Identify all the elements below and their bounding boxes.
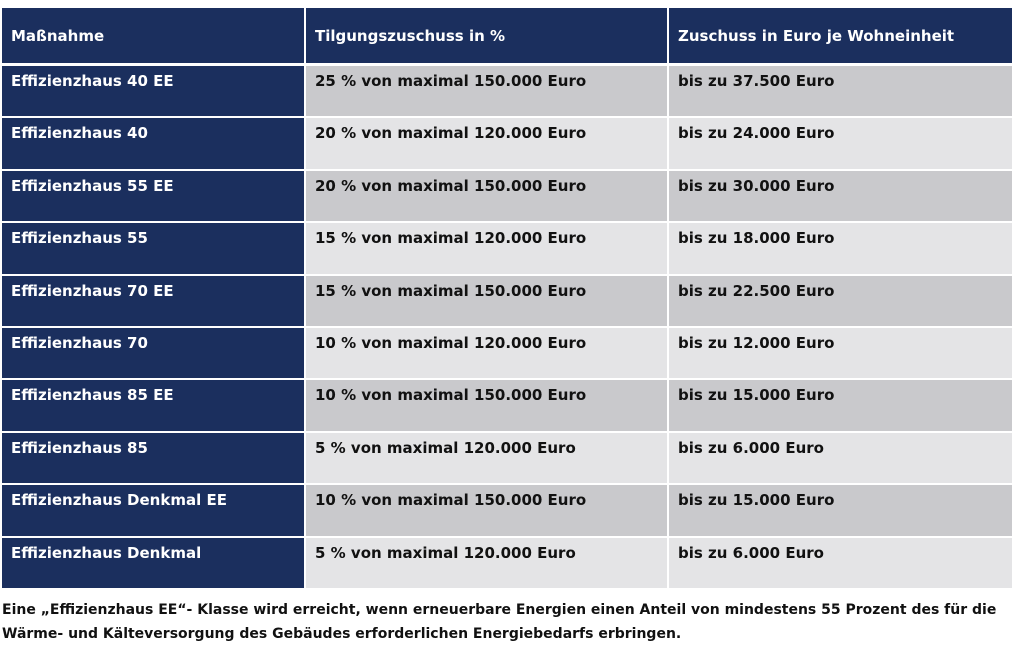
cell-massnahme: Effizienzhaus 40 EE xyxy=(2,66,304,116)
table-header-row xyxy=(2,8,1012,66)
cell-zuschuss-euro: bis zu 37.500 Euro xyxy=(667,66,1012,116)
cell-massnahme: Effizienzhaus 85 EE xyxy=(2,380,304,430)
cell-tilgungszuschuss: 15 % von maximal 150.000 Euro xyxy=(304,276,667,326)
table-row xyxy=(2,223,1012,275)
cell-zuschuss-euro: bis zu 30.000 Euro xyxy=(667,171,1012,221)
cell-massnahme: Effizienzhaus Denkmal EE xyxy=(2,485,304,535)
cell-zuschuss-euro: bis zu 12.000 Euro xyxy=(667,328,1012,378)
table-row xyxy=(2,538,1012,590)
header-zuschuss-euro: Zuschuss in Euro je Wohneinheit xyxy=(667,8,1012,63)
cell-massnahme: Effizienzhaus 85 xyxy=(2,433,304,483)
cell-tilgungszuschuss: 5 % von maximal 120.000 Euro xyxy=(304,433,667,483)
table-row xyxy=(2,485,1012,537)
cell-massnahme: Effizienzhaus 40 xyxy=(2,118,304,168)
cell-tilgungszuschuss: 5 % von maximal 120.000 Euro xyxy=(304,538,667,588)
funding-table xyxy=(2,8,1012,590)
cell-zuschuss-euro: bis zu 6.000 Euro xyxy=(667,433,1012,483)
cell-massnahme: Effizienzhaus 55 xyxy=(2,223,304,273)
cell-tilgungszuschuss: 10 % von maximal 120.000 Euro xyxy=(304,328,667,378)
cell-tilgungszuschuss: 20 % von maximal 150.000 Euro xyxy=(304,171,667,221)
cell-zuschuss-euro: bis zu 15.000 Euro xyxy=(667,485,1012,535)
cell-tilgungszuschuss: 10 % von maximal 150.000 Euro xyxy=(304,380,667,430)
cell-massnahme: Effizienzhaus Denkmal xyxy=(2,538,304,588)
cell-tilgungszuschuss: 10 % von maximal 150.000 Euro xyxy=(304,485,667,535)
table-row xyxy=(2,380,1012,432)
cell-tilgungszuschuss: 15 % von maximal 120.000 Euro xyxy=(304,223,667,273)
cell-tilgungszuschuss: 20 % von maximal 120.000 Euro xyxy=(304,118,667,168)
cell-massnahme: Effizienzhaus 70 EE xyxy=(2,276,304,326)
header-massnahme: Maßnahme xyxy=(2,8,304,63)
cell-zuschuss-euro: bis zu 24.000 Euro xyxy=(667,118,1012,168)
table-row xyxy=(2,66,1012,118)
cell-zuschuss-euro: bis zu 15.000 Euro xyxy=(667,380,1012,430)
table-row xyxy=(2,171,1012,223)
table-row xyxy=(2,118,1012,170)
cell-massnahme: Effizienzhaus 55 EE xyxy=(2,171,304,221)
cell-zuschuss-euro: bis zu 6.000 Euro xyxy=(667,538,1012,588)
table-row xyxy=(2,328,1012,380)
header-tilgungszuschuss: Tilgungszuschuss in % xyxy=(304,8,667,63)
cell-zuschuss-euro: bis zu 22.500 Euro xyxy=(667,276,1012,326)
cell-tilgungszuschuss: 25 % von maximal 150.000 Euro xyxy=(304,66,667,116)
table-row xyxy=(2,433,1012,485)
cell-zuschuss-euro: bis zu 18.000 Euro xyxy=(667,223,1012,273)
cell-massnahme: Effizienzhaus 70 xyxy=(2,328,304,378)
table-row xyxy=(2,276,1012,328)
footnote: Eine „Effizienzhaus EE“- Klasse wird erreicht, wenn erneuerbare Energien einen Anteil von mindestens 55 Prozent des für die Wärme- und Kälteversorgung des Gebäudes erforderlichen Energiebedarfs erbringen. xyxy=(2,602,997,642)
